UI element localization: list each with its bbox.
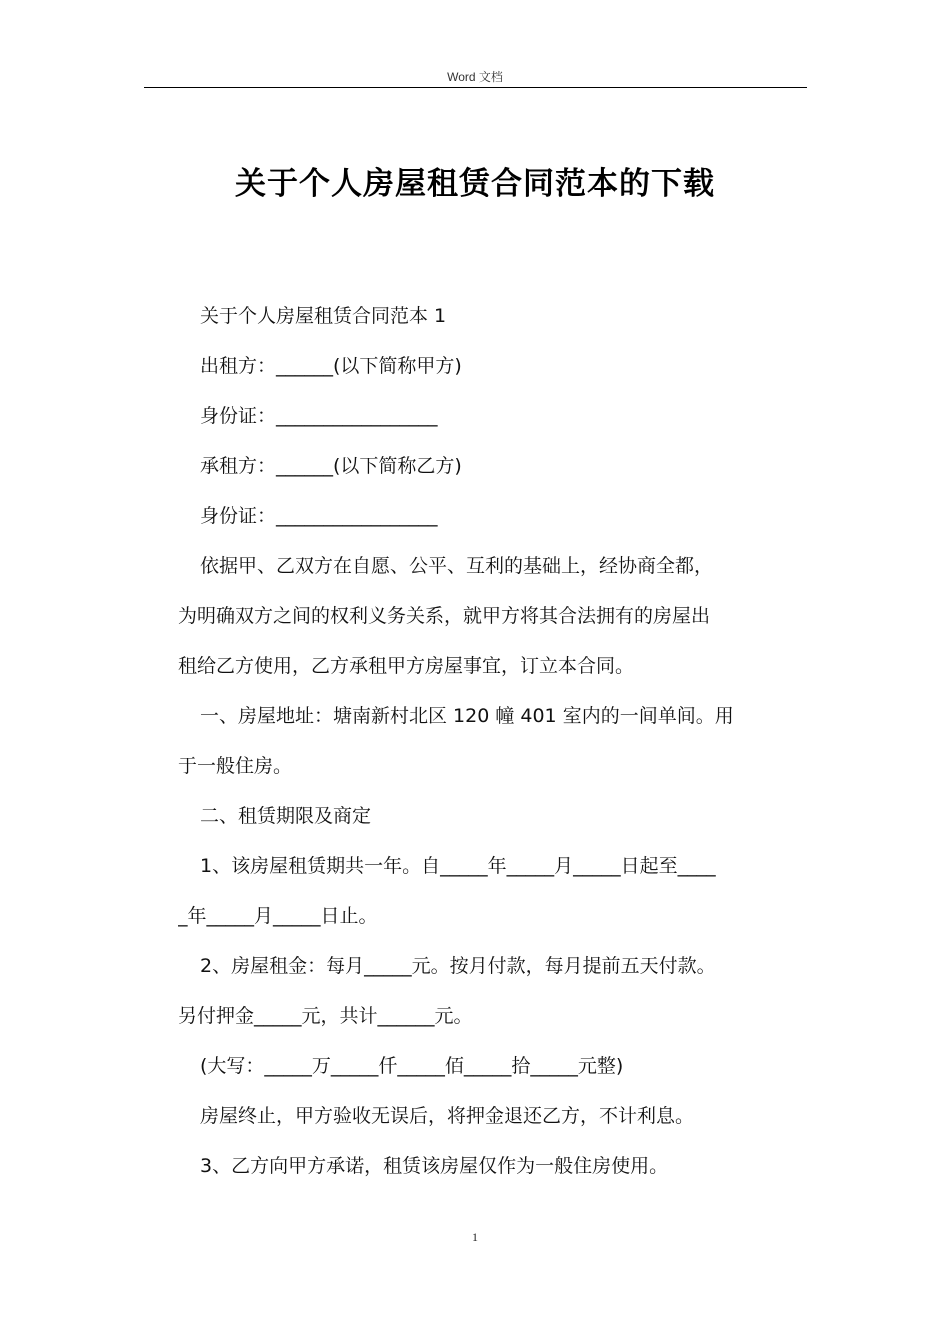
clause-deposit-return: 房屋终止，甲方验收无误后，将押金退还乙方，不计利息。 bbox=[200, 1105, 695, 1127]
preamble-line-3: 租给乙方使用，乙方承租甲方房屋事宜，订立本合同。 bbox=[178, 655, 635, 677]
lessor-id-line: 身份证：_________________ bbox=[200, 405, 438, 427]
lessee-id-line: 身份证：_________________ bbox=[200, 505, 438, 527]
clause-rent-line-2: 另付押金_____元，共计______元。 bbox=[178, 1005, 473, 1027]
contract-heading: 关于个人房屋租赁合同范本 1 bbox=[200, 305, 447, 327]
clause-usage: 3、乙方向甲方承诺，租赁该房屋仅作为一般住房使用。 bbox=[200, 1155, 669, 1177]
document-body bbox=[178, 291, 808, 1191]
header-divider bbox=[144, 87, 807, 88]
clause-term-heading: 二、租赁期限及商定 bbox=[200, 805, 372, 827]
clause-rent-line-1: 2、房屋租金：每月_____元。按月付款，每月提前五天付款。 bbox=[200, 955, 716, 977]
document-title: 关于个人房屋租赁合同范本的下载 bbox=[235, 166, 715, 202]
clause-term-line-2: _年_____月_____日止。 bbox=[178, 905, 378, 927]
lessee-line: 承租方：______(以下简称乙方) bbox=[200, 455, 462, 477]
clause-rent-uppercase: (大写：_____万_____仟_____佰_____拾_____元整) bbox=[200, 1055, 624, 1077]
clause-address-line-1: 一、房屋地址：塘南新村北区 120 幢 401 室内的一间单间。用 bbox=[200, 705, 734, 727]
preamble-line-1: 依据甲、乙双方在自愿、公平、互利的基础上，经协商全都， bbox=[200, 555, 714, 577]
preamble-line-2: 为明确双方之间的权利义务关系，就甲方将其合法拥有的房屋出 bbox=[178, 605, 711, 627]
lessor-line: 出租方：______(以下简称甲方) bbox=[200, 355, 462, 377]
page-number: 1 bbox=[472, 1230, 478, 1244]
clause-address-line-2: 于一般住房。 bbox=[178, 755, 293, 777]
clause-term-line-1: 1、该房屋租赁期共一年。自_____年_____月_____日起至____ bbox=[200, 855, 716, 877]
page-header-label: Word 文档 bbox=[447, 70, 503, 84]
